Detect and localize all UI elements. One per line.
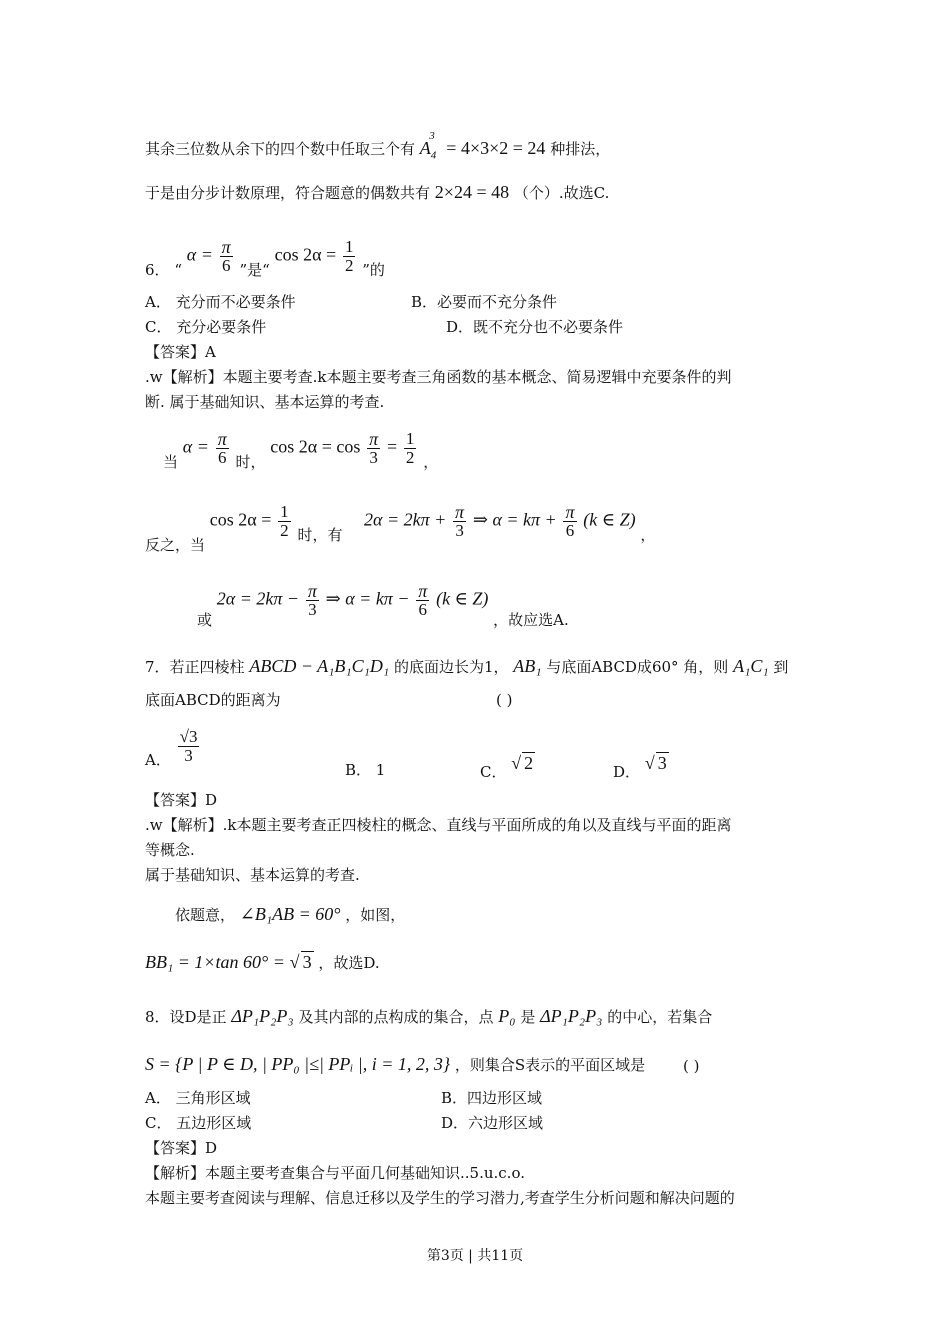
label: D． — [613, 763, 641, 781]
text: ，如图， — [345, 906, 406, 924]
math-cos: cos 2α = cos — [270, 436, 361, 457]
math-implies: ⇒ α = kπ − — [325, 588, 410, 609]
analysis-line: 等概念. — [145, 841, 195, 859]
frac-pi-3: $\frac{\pi}{3}$ — [307, 581, 317, 619]
text: 及其内部的点构成的集合，点 — [298, 1008, 494, 1026]
answer-paren: ( ) — [496, 691, 513, 709]
math-prism: ABCD − A₁B₁C₁D₁ — [249, 656, 390, 676]
math-triangle: ΔP₁P₂P₃ — [540, 1006, 603, 1026]
option-c: C． 五边形区域 — [145, 1114, 252, 1132]
line-permutation — [145, 130, 611, 166]
text: ，故应选A. — [493, 610, 569, 629]
text: 时，有 — [297, 525, 343, 544]
bb1-line — [145, 951, 380, 973]
option-b: B．必要而不充分条件 — [411, 293, 558, 311]
frac-pi-6: $\frac{\pi}{6}$ — [565, 502, 575, 540]
text: 或 — [197, 610, 213, 629]
text: 8．设D是正 — [145, 1008, 227, 1026]
option-a: A． 三角形区域 — [145, 1089, 251, 1107]
text: ”是“ — [239, 260, 270, 279]
math-cos2a: cos 2α = — [274, 244, 337, 265]
math-k-in-z: (k ∈ Z) — [583, 509, 636, 530]
frac-1-2: $\frac{1}{2}$ — [344, 237, 354, 275]
analysis-line: 断. 属于基础知识、基本运算的考查. — [145, 393, 385, 411]
math-eq: = — [386, 436, 398, 457]
option-a: A． — [145, 750, 171, 769]
text: 种排法， — [550, 140, 611, 158]
analysis-line: 属于基础知识、基本运算的考查. — [145, 866, 360, 884]
text: ”的 — [362, 260, 385, 279]
text: 当 — [163, 452, 179, 471]
math-triangle: ΔP₁P₂P₃ — [231, 1006, 294, 1026]
text: 是 — [520, 1008, 536, 1026]
math-a1c1: A₁C₁ — [733, 656, 769, 676]
analysis-line: 【解析】本题主要考查集合与平面几何基础知识..5.u.c.o. — [145, 1164, 525, 1182]
question-number: 6． — [145, 260, 170, 279]
question-7-line2: 底面ABCD的距离为 — [145, 691, 281, 709]
text: ，故选D. — [318, 954, 380, 972]
text: 到 — [773, 658, 789, 676]
option-d: D．六边形区域 — [441, 1114, 544, 1132]
frac-1-2: $\frac{1}{2}$ — [405, 429, 415, 467]
text: 的中心，若集合 — [607, 1008, 713, 1026]
sqrt-2: √ 2 — [511, 753, 534, 773]
option-c: C． 充分必要条件 — [145, 318, 267, 336]
option-d: D．既不充分也不必要条件 — [446, 318, 624, 336]
option-b: B． 1 — [345, 761, 386, 779]
text: 于是由分步计数原理，符合题意的偶数共有 — [145, 184, 431, 202]
math-set: S = {P | P ∈ D, | PP₀ |≤| PPᵢ |, i = 1, 2, 3} — [145, 1054, 451, 1074]
page-footer: 第3页 | 共11页 — [426, 1248, 524, 1264]
math-implies: ⇒ α = kπ + — [472, 509, 557, 530]
math-angle: ∠B₁AB = 60° — [239, 904, 341, 924]
math-2alpha: 2α = 2kπ + — [364, 509, 447, 530]
math-alpha: α = — [186, 244, 213, 265]
option-b: B．四边形区域 — [441, 1089, 543, 1107]
frac-pi-6: $\frac{\pi}{6}$ — [221, 237, 231, 275]
text: ， — [640, 525, 656, 544]
text: 7．若正四棱柱 — [145, 658, 245, 676]
frac-1-2: $\frac{1}{2}$ — [280, 502, 289, 540]
option-a: A． 充分而不必要条件 — [145, 293, 296, 311]
frac-sqrt3-3: $\frac{√3}{3}$ — [179, 727, 198, 765]
text: 与底面ABCD成60° 角，则 — [546, 658, 729, 676]
frac-pi-3: $\frac{\pi}{3}$ — [369, 429, 379, 467]
option-d — [613, 752, 669, 781]
text: （个）.故选C. — [513, 184, 610, 202]
answer: 【答案】D — [145, 1139, 218, 1157]
math-k-in-z: (k ∈ Z) — [436, 588, 489, 609]
math-ab1: AB₁ — [513, 656, 542, 676]
question-6 — [145, 237, 385, 279]
analysis-line: .w【解析】本题主要考查.k本题主要考查三角函数的基本概念、简易逻辑中充要条件的判 — [145, 368, 732, 386]
text: 的底面边长为1， — [393, 658, 509, 676]
quote: “ — [174, 260, 182, 279]
text: 反之，当 — [145, 535, 206, 554]
frac-pi-6: $\frac{\pi}{6}$ — [217, 429, 227, 467]
text: ， — [423, 452, 439, 471]
or-line — [197, 581, 569, 629]
answer: 【答案】A — [145, 343, 216, 361]
math-a43: $A_4^3$ — [419, 130, 437, 162]
text: 其余三位数从余下的四个数中任取三个有 — [145, 140, 416, 158]
answer: 【答案】D — [145, 791, 218, 809]
analysis-line: .w【解析】.k本题主要考查正四棱柱的概念、直线与平面所成的角以及直线与平面的距离 — [145, 816, 732, 834]
math-bb1: BB₁ = 1×tan 60° = — [145, 952, 285, 972]
math-48: 2×24 = 48 — [434, 182, 510, 202]
math-alpha: α = — [182, 436, 209, 457]
answer-paren: ( ) — [683, 1057, 700, 1075]
question-8 — [145, 1006, 712, 1027]
text: 依题意， — [175, 906, 236, 924]
set-line — [145, 1054, 645, 1075]
q7-options — [145, 727, 201, 769]
sqrt-3: √ 3 — [644, 753, 667, 773]
question-7 — [145, 656, 788, 677]
sqrt-3: √ 3 — [289, 952, 312, 972]
math-cos2a: cos 2α = — [209, 509, 272, 530]
math-p0: P₀ — [498, 1006, 516, 1026]
converse-line — [145, 502, 656, 554]
text: ，则集合S表示的平面区域是 — [454, 1056, 646, 1074]
analysis-line: 本题主要考查阅读与理解、信息迁移以及学生的学习潜力,考查学生分析问题和解决问题的 — [145, 1189, 735, 1207]
text: 时， — [235, 452, 266, 471]
label: C． — [480, 763, 507, 781]
when-line — [163, 429, 439, 471]
given-line — [175, 904, 405, 925]
frac-pi-6: $\frac{\pi}{6}$ — [418, 581, 428, 619]
math-product: = 4×3×2 = 24 — [441, 138, 546, 158]
frac-pi-3: $\frac{\pi}{3}$ — [455, 502, 465, 540]
math-2alpha: 2α = 2kπ − — [216, 588, 300, 609]
line-counting — [145, 182, 609, 203]
option-c — [480, 752, 535, 781]
